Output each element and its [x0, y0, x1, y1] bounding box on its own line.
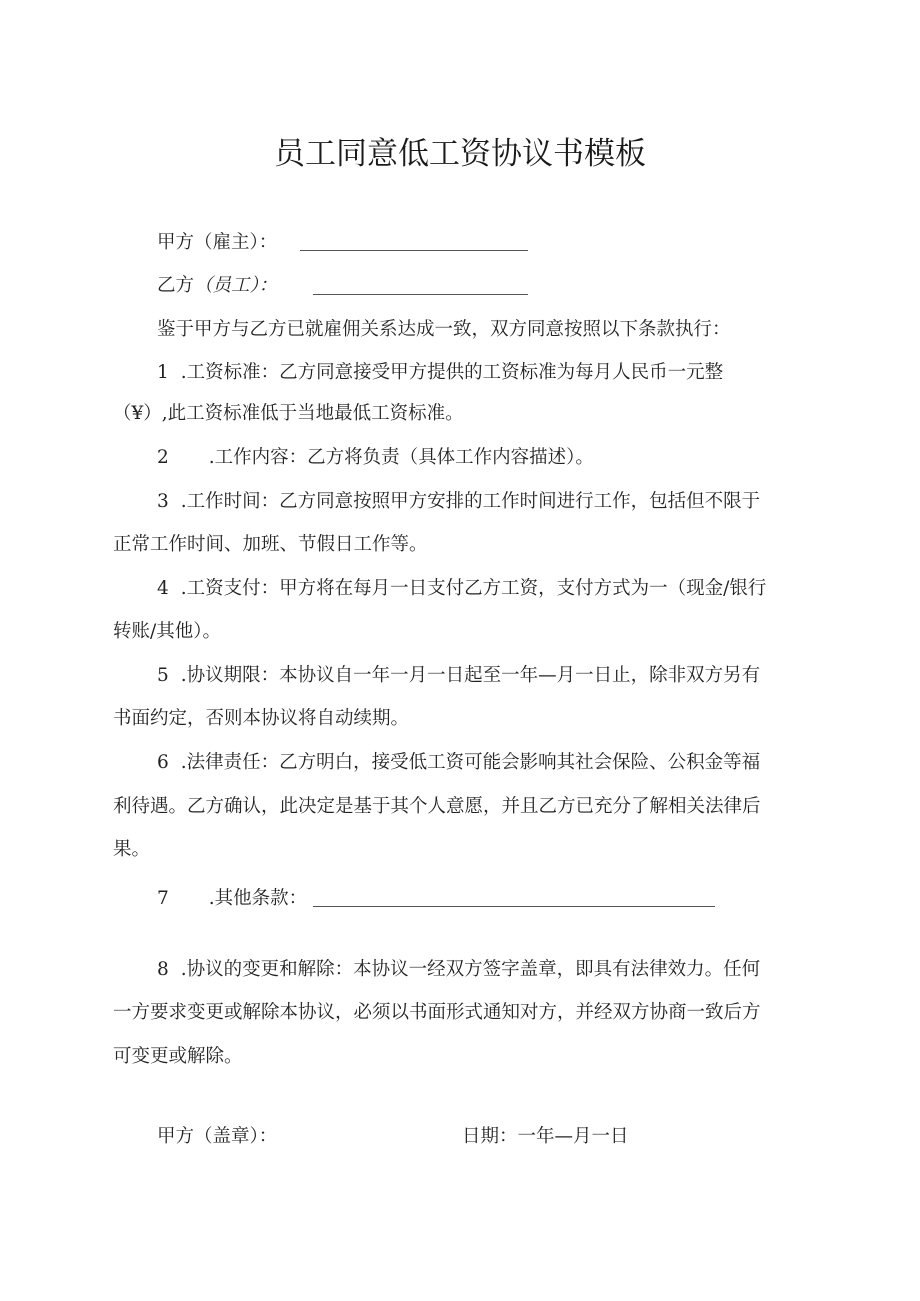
clause-4-line-1 [157, 577, 766, 601]
signature-date: 日期：一年—月一日 [462, 1126, 629, 1147]
clause-4-line-2: 转账/其他）。 [113, 621, 221, 642]
document-title: 员工同意低工资协议书模板 [274, 136, 646, 172]
intro-text: 鉴于甲方与乙方已就雇佣关系达成一致，双方同意按照以下条款执行： [157, 319, 731, 340]
party-a-seal-label: 甲方（盖章）： [157, 1126, 278, 1147]
clause-8-line-1 [157, 958, 760, 982]
clause-7-blank-line [313, 906, 715, 907]
clause-7-line-1 [157, 887, 307, 911]
clause-5-line-1 [157, 664, 760, 688]
clause-3-line-2: 正常工作时间、加班、节假日工作等。 [113, 534, 428, 555]
clause-1-line-2: （¥）,此工资标准低于当地最低工资标准。 [113, 403, 464, 424]
clause-6-line-2: 利待遇。乙方确认，此决定是基于其个人意愿，并且乙方已充分了解相关法律后 [113, 796, 761, 817]
clause-6-text: .法律责任：乙方明白，接受低工资可能会影响其社会保险、公积金等福 [180, 752, 761, 773]
clause-5-text: .协议期限：本协议自一年一月一日起至一年—月一日止，除非双方另有 [180, 665, 761, 686]
clause-8-line-3: 可变更或解除。 [113, 1046, 243, 1067]
party-b-label-role: （员工）： [194, 275, 278, 296]
clause-1-text: .工资标准：乙方同意接受甲方提供的工资标准为每月人民币一元整 [180, 362, 724, 383]
party-b-blank-line [313, 294, 528, 295]
clause-3-text: .工作时间：乙方同意按照甲方安排的工作时间进行工作，包括但不限于 [180, 491, 761, 512]
party-b-label [157, 274, 277, 298]
clause-6-line-3: 果。 [113, 839, 151, 860]
party-a-label: 甲方（雇主）： [157, 232, 278, 253]
clause-3-line-1 [157, 490, 760, 514]
clause-1-number: 1 [157, 362, 169, 383]
party-b-label-start: 乙方 [157, 275, 195, 296]
clause-7-number: 7 [157, 888, 169, 909]
clause-1-line-1 [157, 361, 723, 385]
clause-2-number: 2 [157, 447, 169, 468]
clause-8-text: .协议的变更和解除：本协议一经双方签字盖章，即具有法律效力。任何 [180, 959, 761, 980]
clause-5-number: 5 [157, 665, 169, 686]
clause-5-line-2: 书面约定，否则本协议将自动续期。 [113, 708, 410, 729]
clause-2-text: .工作内容：乙方将负责（具体工作内容描述）。 [208, 447, 594, 468]
clause-6-line-1 [157, 751, 760, 775]
clause-3-number: 3 [157, 491, 169, 512]
clause-2-line-1 [157, 446, 594, 470]
clause-4-text: .工资支付：甲方将在每月一日支付乙方工资，支付方式为一（现金/银行 [180, 578, 767, 599]
clause-8-line-2: 一方要求变更或解除本协议，必须以书面形式通知对方，并经双方协商一致后方 [113, 1002, 761, 1023]
party-a-blank-line [300, 250, 528, 251]
clause-7-text: .其他条款： [208, 888, 308, 909]
clause-6-number: 6 [157, 752, 169, 773]
clause-4-number: 4 [157, 578, 169, 599]
clause-8-number: 8 [157, 959, 169, 980]
